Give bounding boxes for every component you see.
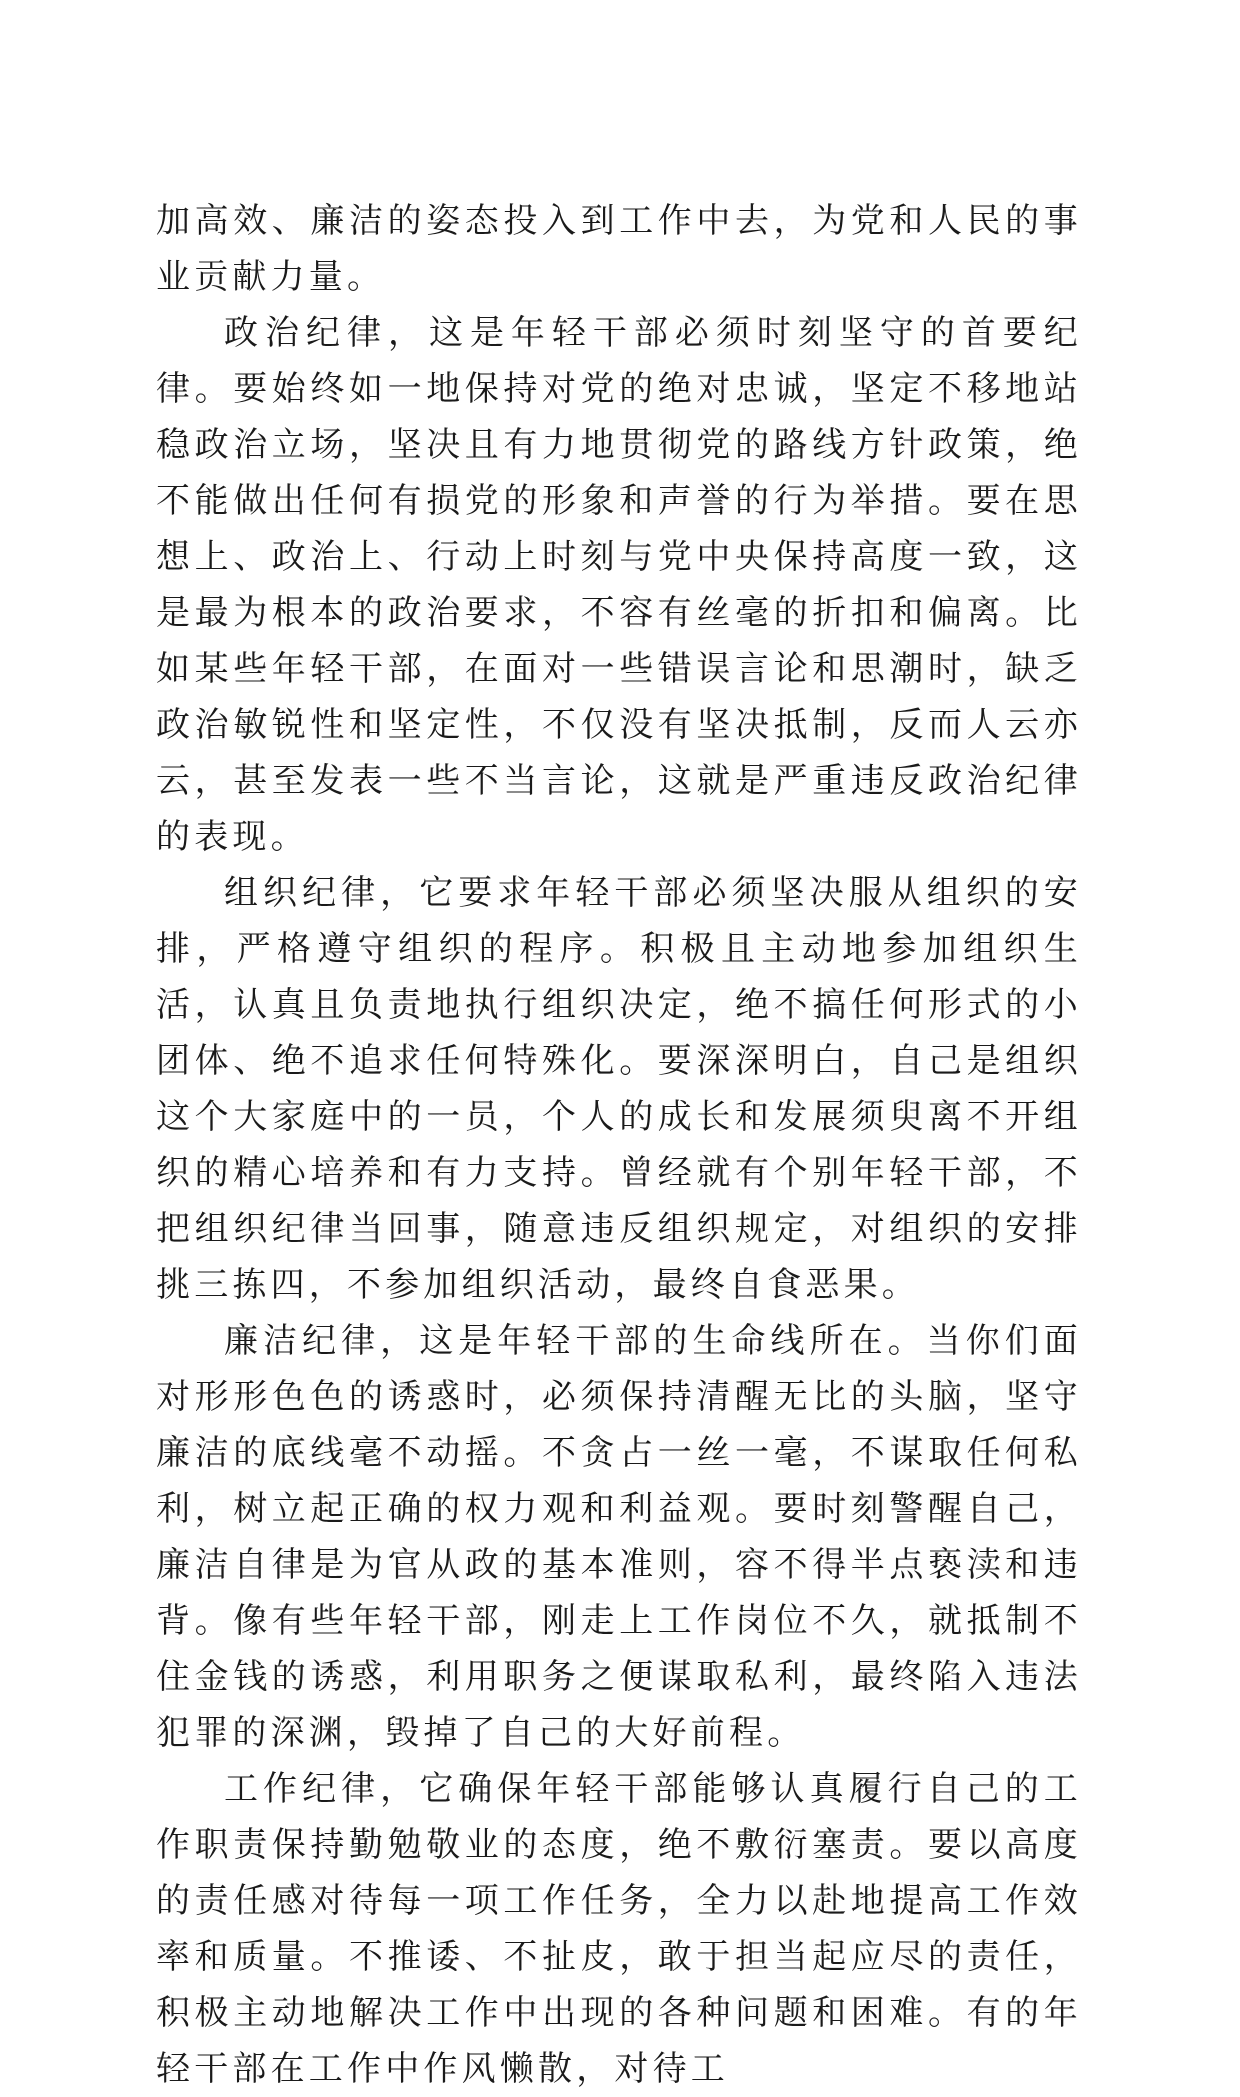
paragraph-work-discipline: 工作纪律，它确保年轻干部能够认真履行自己的工作职责保持勤勉敬业的态度，绝不敷衍塞责。要以高度的责任感对待每一项工作任务，全力以赴地提高工作效率和质量。不推诿、不扯皮，敢于担当起应尽的责任，积极主动地解决工作中出现的各种问题和困难。有的年轻干部在工作中作风懒散，对待工 <box>156 1769 1082 2089</box>
paragraph-integrity-discipline: 廉洁纪律，这是年轻干部的生命线所在。当你们面对形形色色的诱惑时，必须保持清醒无比的头脑，坚守廉洁的底线毫不动摇。不贪占一丝一毫，不谋取任何私利，树立起正确的权力观和利益观。要时刻警醒自己，廉洁自律是为官从政的基本准则，容不得半点亵渎和违背。像有些年轻干部，刚走上工作岗位不久，就抵制不住金钱的诱惑，利用职务之便谋取私利，最终陷入违法犯罪的深渊，毁掉了自己的大好前程。 <box>156 1321 1082 1753</box>
paragraph-organizational-discipline: 组织纪律，它要求年轻干部必须坚决服从组织的安排，严格遵守组织的程序。积极且主动地参加组织生活，认真且负责地执行组织决定，绝不搞任何形式的小团体、绝不追求任何特殊化。要深深明白，自己是组织这个大家庭中的一员，个人的成长和发展须臾离不开组织的精心培养和有力支持。曾经就有个别年轻干部，不把组织纪律当回事，随意违反组织规定，对组织的安排挑三拣四，不参加组织活动，最终自食恶果。 <box>156 873 1082 1305</box>
paragraph-continuation: 加高效、廉洁的姿态投入到工作中去，为党和人民的事业贡献力量。 <box>156 201 1082 297</box>
document-body <box>156 193 1082 2097</box>
paragraph-political-discipline: 政治纪律，这是年轻干部必须时刻坚守的首要纪律。要始终如一地保持对党的绝对忠诚，坚定不移地站稳政治立场，坚决且有力地贯彻党的路线方针政策，绝不能做出任何有损党的形象和声誉的行为举措。要在思想上、政治上、行动上时刻与党中央保持高度一致，这是最为根本的政治要求，不容有丝毫的折扣和偏离。比如某些年轻干部，在面对一些错误言论和思潮时，缺乏政治敏锐性和坚定性，不仅没有坚决抵制，反而人云亦云，甚至发表一些不当言论，这就是严重违反政治纪律的表现。 <box>156 313 1082 857</box>
